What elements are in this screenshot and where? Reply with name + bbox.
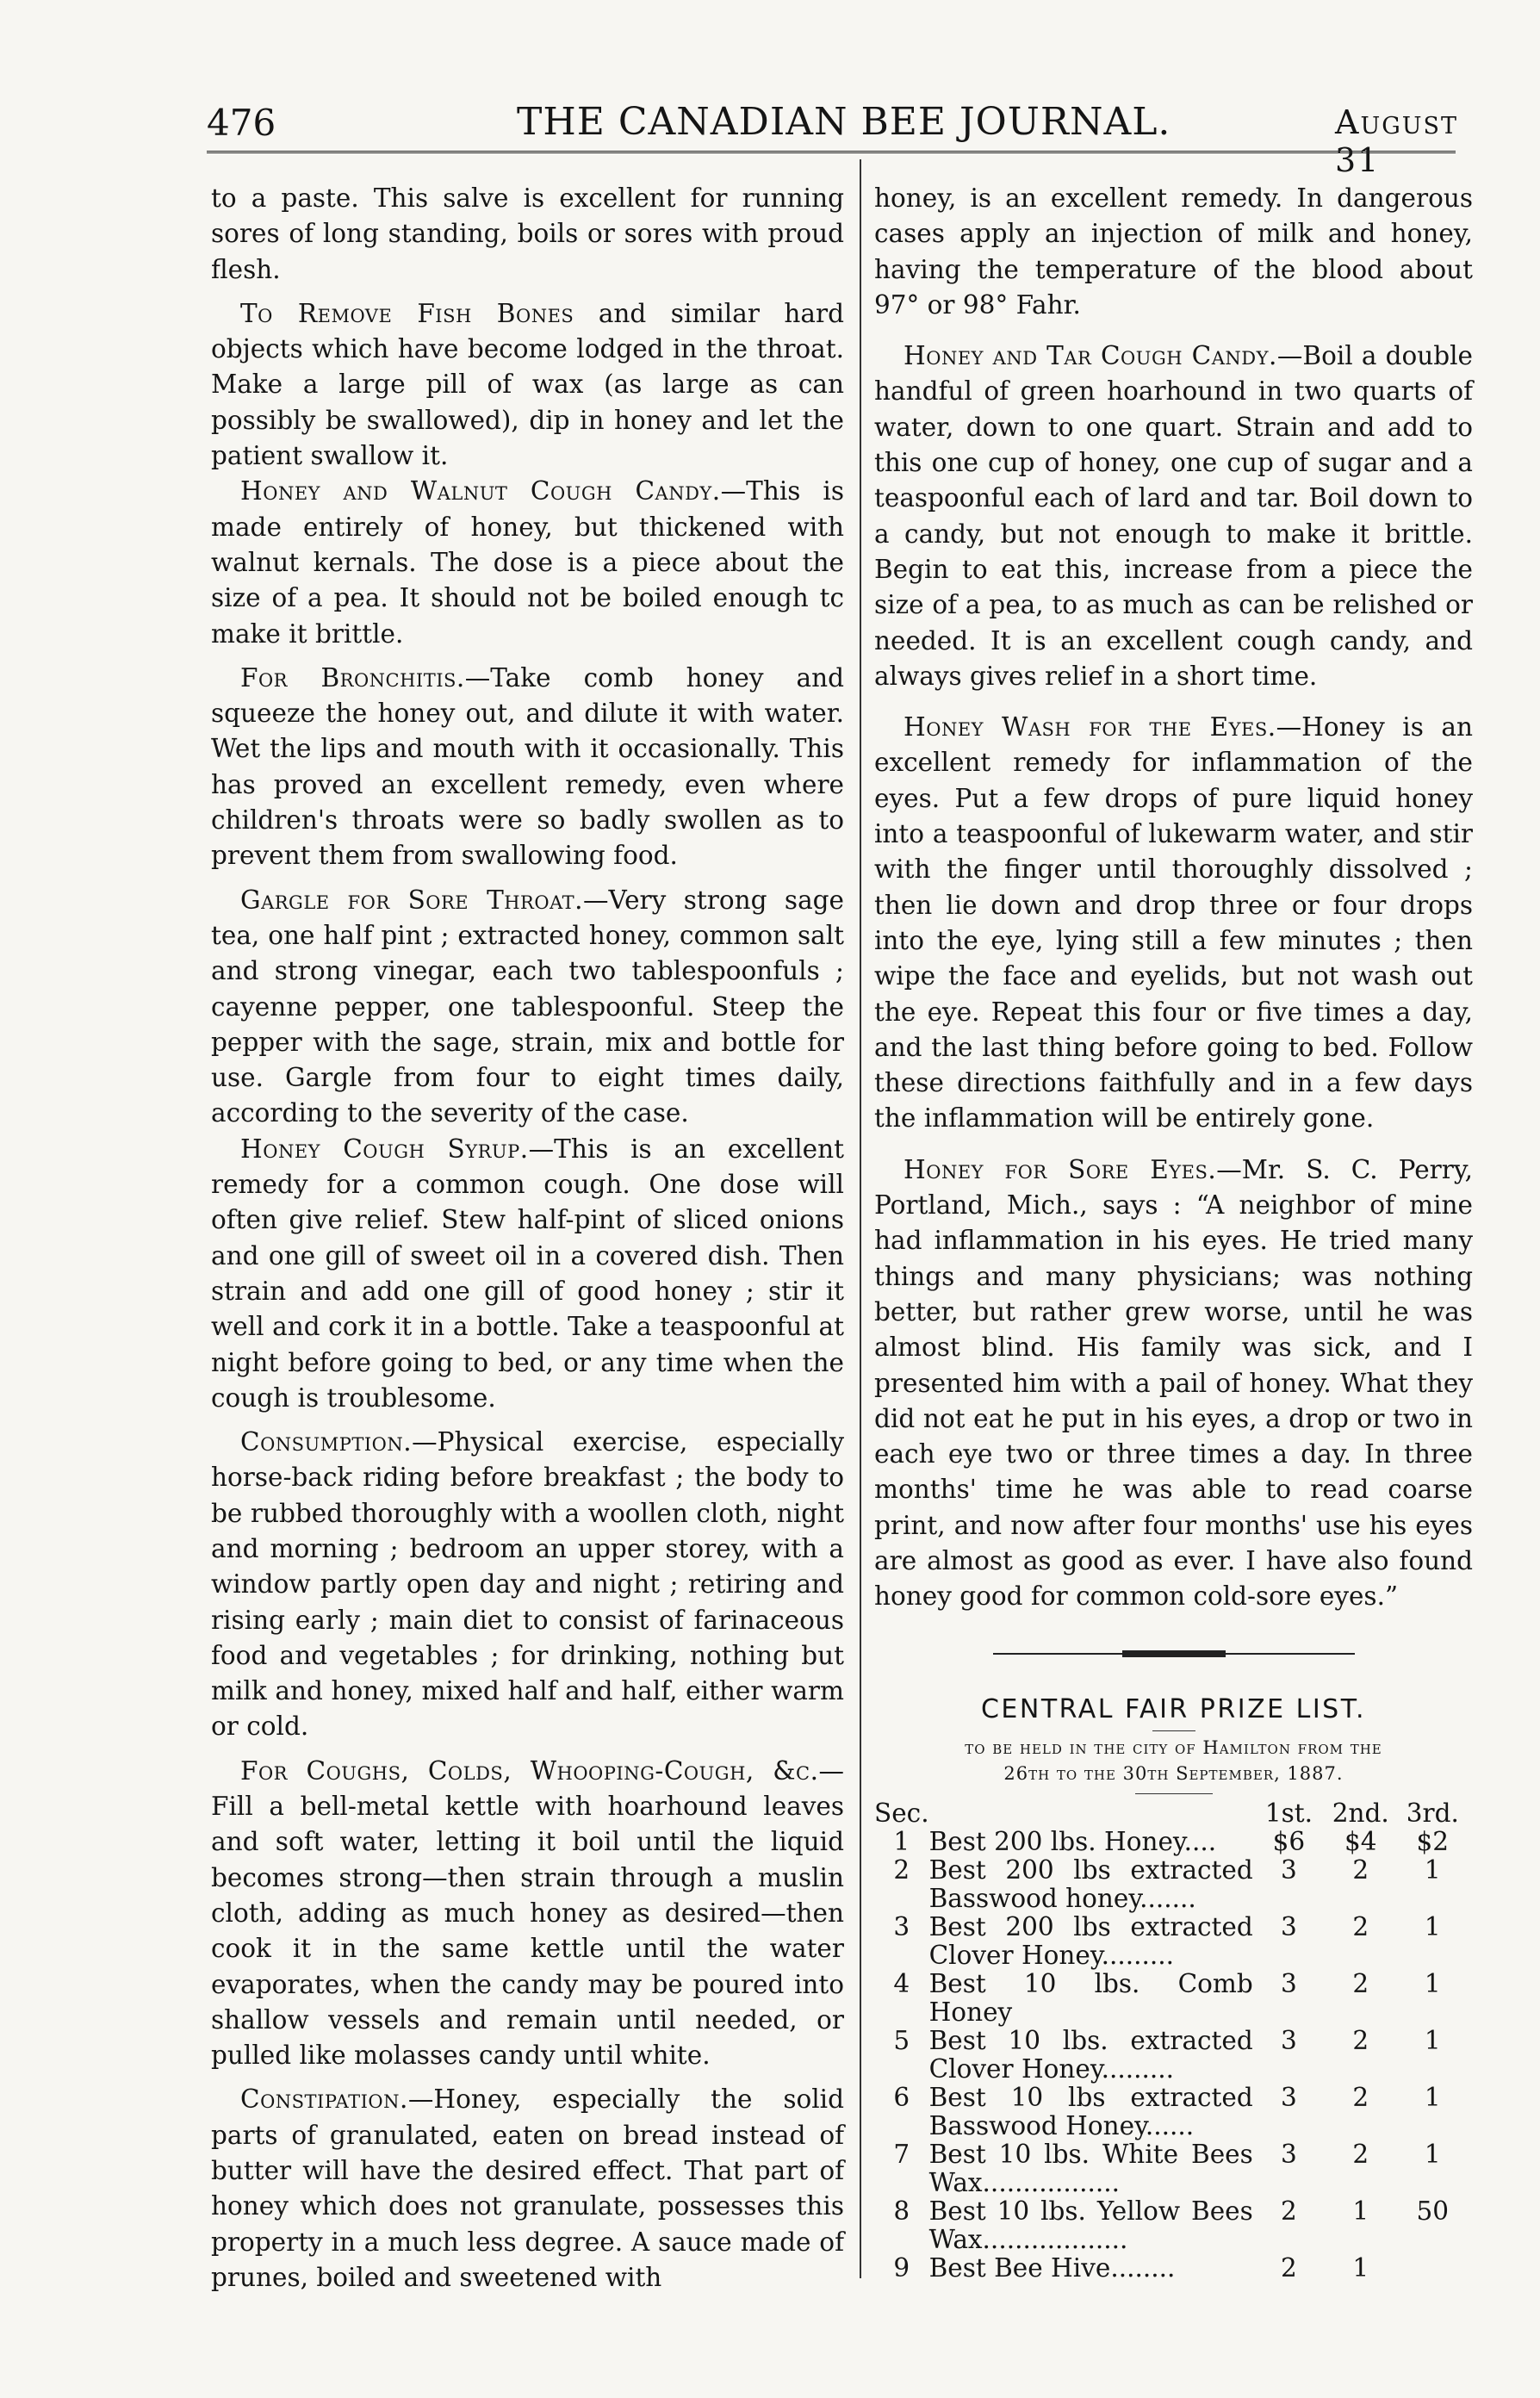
prize-table xyxy=(874,1799,1469,2283)
paragraph-coughs-colds: For Coughs, Colds, Whooping-Cough, &c.—Fill a bell-metal kettle with hoarhound leaves and soft water, letting it boil until the liquid becomes strong—then strain through a muslin cloth, adding as much honey as desired—then cook it in the same kettle until the water evaporates, when the candy may be poured into shallow vessels and remain until needed, or pulled like molasses candy until white. xyxy=(211,1755,844,2071)
row-third-prize: 1 xyxy=(1424,1969,1441,1999)
prize-table-body xyxy=(874,1828,1469,2283)
header-third: 3rd. xyxy=(1406,1798,1459,1829)
row-sec: 3 xyxy=(893,1912,910,1942)
left-column xyxy=(211,181,844,2295)
row-second-prize: $4 xyxy=(1344,1827,1377,1857)
table-row xyxy=(874,2197,1469,2254)
row-first-prize: 3 xyxy=(1281,2083,1297,2113)
row-sec: 2 xyxy=(893,1855,910,1885)
prize-list-title: CENTRAL FAIR PRIZE LIST. xyxy=(980,1693,1367,1724)
ornament-rule-icon xyxy=(993,1648,1355,1660)
row-item: Best 10 lbs. White Bees Wax................. xyxy=(928,2140,1253,2198)
prize-table-header xyxy=(874,1799,1469,1828)
paragraph-consumption: Consumption.—Physical exercise, especially horse-back riding before breakfast ; the body to be rubbed thoroughly with a woollen cloth, night and morning ; bedroom an upper storey, with a window partly open day and night ; retiring and rising early ; main diet to consist of farinaceous food and vegetables ; for drinking, nothing but milk and honey, mixed half and half, either warm or cold. xyxy=(211,1427,844,1742)
journal-title: THE CANADIAN BEE JOURNAL. xyxy=(517,100,1171,144)
row-second-prize: 2 xyxy=(1352,1855,1369,1885)
subtitle-rule xyxy=(1135,1793,1213,1794)
heading-fish-bones: To Remove Fish Bones xyxy=(240,298,574,328)
row-third-prize: 1 xyxy=(1424,2140,1441,2170)
row-sec: 6 xyxy=(893,2083,910,2113)
right-column xyxy=(874,181,1473,2283)
table-row xyxy=(874,1828,1469,1856)
row-first-prize: 3 xyxy=(1281,2026,1297,2056)
row-second-prize: 2 xyxy=(1352,2026,1369,2056)
page-header xyxy=(207,95,1499,179)
row-item: Best 10 lbs extracted Basswood Honey...... xyxy=(928,2083,1253,2141)
row-first-prize: 3 xyxy=(1281,1855,1297,1885)
table-row xyxy=(874,2254,1469,2283)
column-divider xyxy=(860,159,861,2278)
table-row xyxy=(874,2084,1469,2140)
row-third-prize: 1 xyxy=(1424,1912,1441,1942)
paragraph-salve: to a paste. This salve is excellent for running sores of long standing, boils or sores with proud flesh. xyxy=(211,183,844,284)
paragraph-eye-wash: Honey Wash for the Eyes.—Honey is an excellent remedy for inflammation of the eyes. Put a few drops of pure liquid honey into a teaspoonful of lukewarm water, and stir with the finger until thoroughly dissolved ; then lie down and drop three or four drops into the eye, lying still a few minutes ; then wipe the face and eyelids, but not wash out the eye. Repeat this four or five times a day, and the last thing before going to bed. Follow these directions faithfully and in a few days the inflammation will be entirely gone. xyxy=(874,712,1473,1134)
table-row xyxy=(874,2027,1469,2084)
row-third-prize: 50 xyxy=(1416,2196,1450,2227)
paragraph-walnut-candy: Honey and Walnut Cough Candy.—This is made entirely of honey, but thickened with walnut kernals. The dose is a piece about the size of a pea. It should not be boiled enough tc make it brittle. xyxy=(211,476,844,649)
heading-sore-eyes: Honey for Sore Eyes. xyxy=(904,1154,1217,1184)
row-item: Best Bee Hive........ xyxy=(928,2253,1176,2283)
paragraph-fish-bones: To Remove Fish Bones and similar hard objects which have become lodged in the throat. Make a large pill of wax (as large as can possibly be swallowed), dip in honey and let the patient swallow it. xyxy=(211,298,845,471)
header-rule xyxy=(207,151,1456,153)
row-third-prize: 1 xyxy=(1424,2026,1441,2056)
row-first-prize: 2 xyxy=(1281,2253,1297,2283)
header-sec: Sec. xyxy=(874,1798,929,1829)
header-first: 1st. xyxy=(1264,1798,1313,1829)
row-item: Best 200 lbs. Honey.... xyxy=(928,1827,1217,1857)
prize-list-subtitle-2: 26th to the 30th September, 1887. xyxy=(1003,1763,1344,1785)
heading-coughs-colds: For Coughs, Colds, Whooping-Cough, &c. xyxy=(240,1755,819,1786)
row-first-prize: $6 xyxy=(1272,1827,1306,1857)
paragraph-cough-syrup: Honey Cough Syrup.—This is an excellent remedy for a common cough. One dose will often give relief. Stew half-pint of sliced onions and one gill of sweet oil in a covered dish. Then strain and add one gill of good honey ; stir it well and cork it in a bottle. Take a teaspoonful at night before going to bed, or any time when the cough is troublesome. xyxy=(211,1134,844,1413)
row-sec: 8 xyxy=(893,2196,910,2227)
row-item: Best 200 lbs extracted Clover Honey......... xyxy=(928,1912,1253,1971)
table-row xyxy=(874,2140,1469,2197)
paragraph-gargle: Gargle for Sore Throat.—Very strong sage tea, one half pint ; extracted honey, common salt and strong vinegar, each two tablespoonfuls ; cayenne pepper, one tablespoonful. Steep the pepper with the sage, strain, mix and bottle for use. Gargle from four to eight times daily, according to the severity of the case. xyxy=(211,885,845,1128)
row-third-prize: 1 xyxy=(1424,1855,1441,1885)
row-sec: 9 xyxy=(893,2253,910,2283)
heading-walnut-candy: Honey and Walnut Cough Candy. xyxy=(240,476,721,506)
row-second-prize: 2 xyxy=(1352,1969,1369,1999)
heading-cough-syrup: Honey Cough Syrup. xyxy=(240,1134,529,1164)
row-sec: 7 xyxy=(893,2140,910,2170)
heading-tar-candy: Honey and Tar Cough Candy. xyxy=(904,341,1277,371)
row-item: Best 10 lbs. Comb Honey xyxy=(928,1969,1253,2028)
row-sec: 5 xyxy=(893,2026,910,2056)
issue-date: August 31 xyxy=(1335,103,1459,179)
table-row xyxy=(874,1913,1469,1970)
row-third-prize xyxy=(1397,2254,1469,2283)
paragraph-sore-eyes: Honey for Sore Eyes.—Mr. S. C. Perry, Portland, Mich., says : “A neighbor of mine had inflammation in his eyes. He tried many things and many physicians; was nothing better, but rather grew worse, until he was almost blind. His family was sick, and I presented him with a pail of honey. What they did not eat he put in his eyes, a drop or two in each eye two or three times a day. In three months' time he was able to read coarse print, and now after four months' use his eyes are almost as good as ever. I have also found honey good for common cold-sore eyes.” xyxy=(874,1154,1473,1612)
row-first-prize: 3 xyxy=(1281,1969,1297,1999)
heading-constipation: Constipation. xyxy=(240,2084,408,2115)
row-first-prize: 2 xyxy=(1281,2196,1297,2227)
paragraph-constipation: Constipation.—Honey, especially the solid parts of granulated, eaten on bread instead of butter will have the desired effect. That part of honey which does not granulate, possesses this property in a much less degree. A sauce made of prunes, boiled and sweetened with xyxy=(211,2084,844,2292)
row-item: Best 10 lbs. extracted Clover Honey......... xyxy=(928,2026,1253,2084)
heading-gargle: Gargle for Sore Throat. xyxy=(240,885,583,915)
heading-consumption: Consumption. xyxy=(240,1427,413,1457)
header-second: 2nd. xyxy=(1332,1798,1389,1829)
row-third-prize: 1 xyxy=(1424,2083,1441,2113)
row-second-prize: 1 xyxy=(1352,2253,1369,2283)
row-sec: 4 xyxy=(893,1969,910,1999)
table-row xyxy=(874,1970,1469,2027)
paragraph-prunes-cont: honey, is an excellent remedy. In dangerous cases apply an injection of milk and honey, having the temperature of the blood about 97° or 98° Fahr. xyxy=(874,183,1473,320)
row-first-prize: 3 xyxy=(1281,1912,1297,1942)
page-number: 476 xyxy=(207,102,276,144)
row-item: Best 10 lbs. Yellow Bees Wax.................. xyxy=(928,2196,1253,2255)
row-first-prize: 3 xyxy=(1281,2140,1297,2170)
row-item: Best 200 lbs extracted Basswood honey....... xyxy=(928,1855,1253,1914)
row-second-prize: 2 xyxy=(1352,2140,1369,2170)
row-second-prize: 1 xyxy=(1352,2196,1369,2227)
table-row xyxy=(874,1856,1469,1913)
row-second-prize: 2 xyxy=(1352,1912,1369,1942)
prize-list-subtitle-1: to be held in the city of Hamilton from the xyxy=(965,1737,1382,1759)
paragraph-bronchitis: For Bronchitis.—Take comb honey and squeeze the honey out, and dilute it with water. Wet the lips and mouth with it occasionally. This has proved an excellent remedy, even where children's throats were so badly swollen as to prevent them from swallowing food. xyxy=(211,662,844,871)
section-ornament xyxy=(874,1634,1473,1669)
header-item xyxy=(929,1799,1253,1828)
row-third-prize: $2 xyxy=(1416,1827,1450,1857)
heading-eye-wash: Honey Wash for the Eyes. xyxy=(904,712,1276,742)
paragraph-tar-candy: Honey and Tar Cough Candy.—Boil a double handful of green hoarhound in two quarts of water, down to one quart. Strain and add to this one cup of honey, one cup of sugar and a teaspoonful each of lard and tar. Boil down to a candy, but not enough to make it brittle. Begin to eat this, increase from a piece the size of a pea, to as much as can be relished or needed. It is an excellent cough candy, and always gives relief in a short time. xyxy=(874,341,1473,691)
row-sec: 1 xyxy=(893,1827,910,1857)
title-rule xyxy=(1152,1730,1195,1731)
heading-bronchitis: For Bronchitis. xyxy=(240,662,465,693)
row-second-prize: 2 xyxy=(1352,2083,1369,2113)
